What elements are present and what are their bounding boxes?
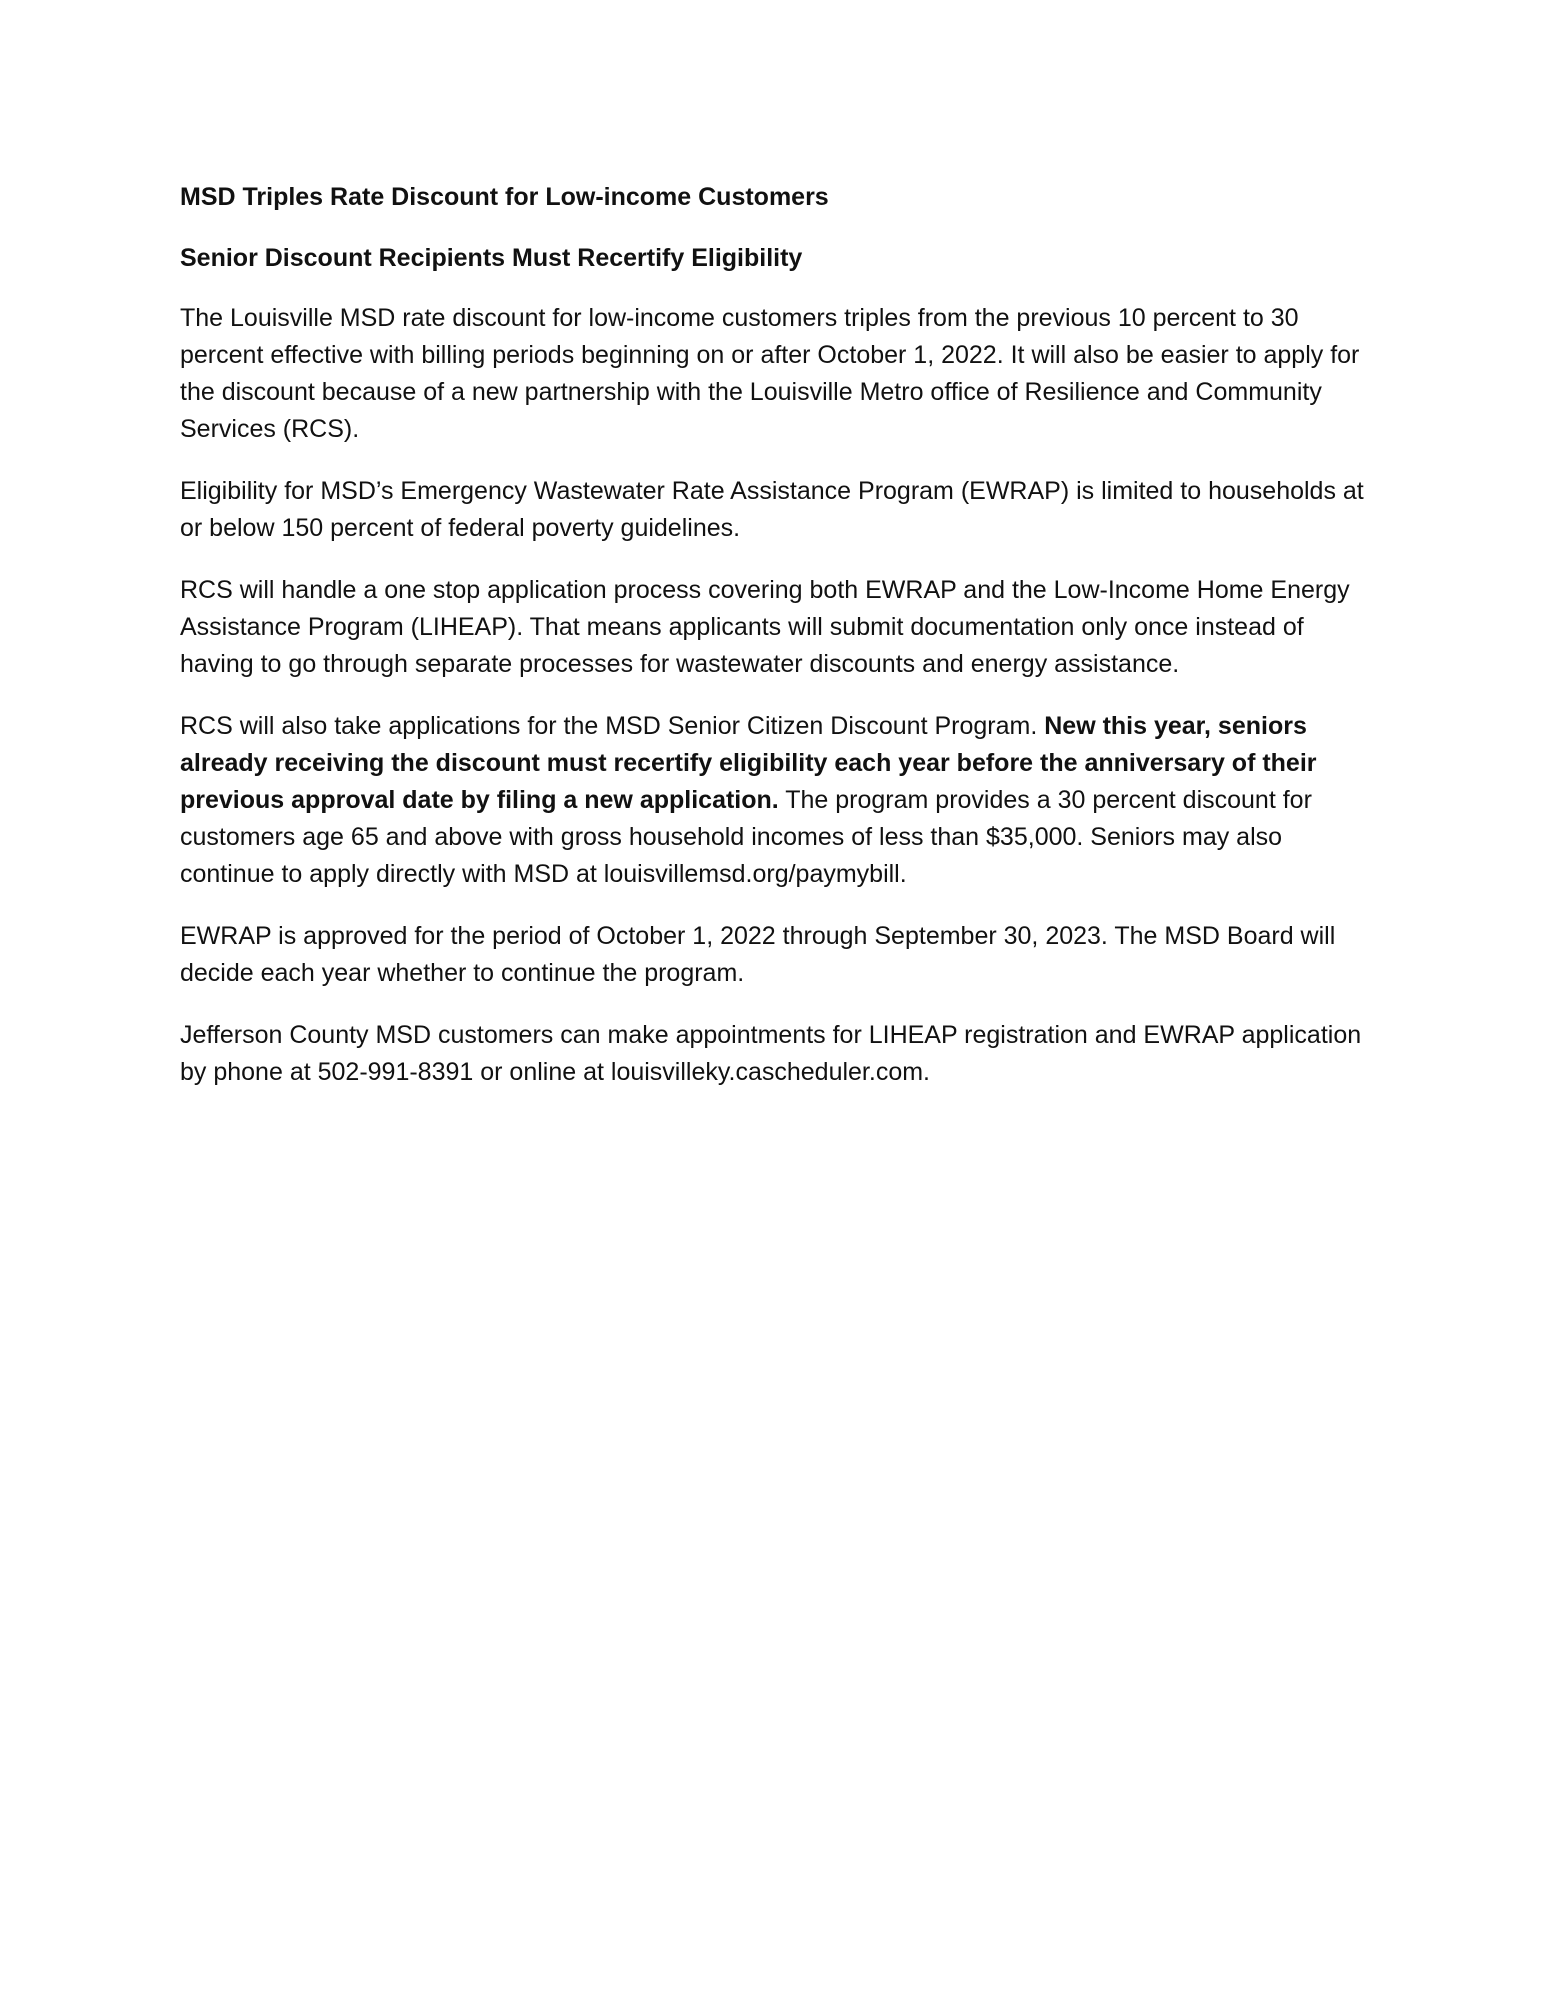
paragraph-program-period: EWRAP is approved for the period of October 1, 2022 through September 30, 2023. The MSD Board will decide each year whether to continue the program. bbox=[180, 922, 1336, 987]
paragraph-appointments: Jefferson County MSD customers can make appointments for LIHEAP registration and EWRAP application by phone at 502-991-8391 or online at louisvilleky.cascheduler.com. bbox=[180, 1021, 1362, 1086]
senior-discount-recertify-notice: New this year, seniors already receiving the discount must recertify eligibility each year before the anniversary of their previous approval date by filing a new application. bbox=[180, 712, 1317, 814]
paragraph-senior-discount bbox=[180, 708, 1370, 893]
paragraph-application-process: RCS will handle a one stop application process covering both EWRAP and the Low-Income Home Energy Assistance Program (LIHEAP). That means applicants will submit documentation only once instead of having to go through separate processes for wastewater discounts and energy assistance. bbox=[180, 576, 1350, 678]
document-title: MSD Triples Rate Discount for Low-income Customers bbox=[180, 183, 829, 211]
senior-discount-details: The program provides a 30 percent discount for customers age 65 and above with gross household incomes of less than $35,000. Seniors may also continue to apply directly with MSD at louisvillemsd.org/paymybill. bbox=[180, 786, 1312, 888]
paragraph-rate-discount: The Louisville MSD rate discount for low-income customers triples from the previous 10 percent to 30 percent effective with billing periods beginning on or after October 1, 2022. It will also be easier to apply for the discount because of a new partnership with the Louisville Metro office of Resilience and Community Services (RCS). bbox=[180, 304, 1360, 443]
document-body bbox=[180, 178, 1370, 1116]
paragraph-eligibility: Eligibility for MSD’s Emergency Wastewater Rate Assistance Program (EWRAP) is limited to households at or below 150 percent of federal poverty guidelines. bbox=[180, 477, 1364, 542]
senior-discount-intro: RCS will also take applications for the MSD Senior Citizen Discount Program. bbox=[180, 712, 1045, 740]
document-subtitle: Senior Discount Recipients Must Recertify Eligibility bbox=[180, 244, 803, 272]
